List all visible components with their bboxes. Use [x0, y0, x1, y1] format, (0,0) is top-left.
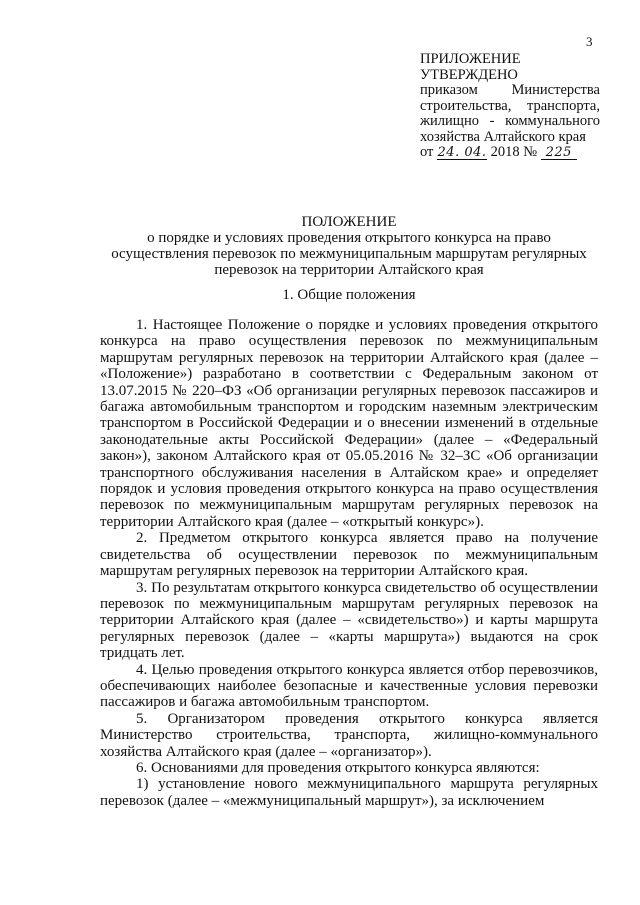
appendix-label: ПРИЛОЖЕНИЕ [420, 51, 521, 67]
handwritten-date: 24. 04. [437, 145, 487, 160]
approved-label: УТВЕРЖДЕНО [420, 66, 518, 83]
approval-body: приказом Министерства строительства, транспорта, жилищно - коммунального хозяйства Алтайского края [420, 82, 600, 145]
paragraph: 4. Целью проведения открытого конкурса является отбор перевозчиков, обеспечивающих наиболее безопасные и качественные условия перевозки пассажиров и багажа автомобильным транспортом. [100, 661, 598, 711]
approval-stamp [420, 52, 600, 161]
date-prefix: от [420, 144, 434, 160]
order-year: 2018 № [490, 144, 538, 160]
handwritten-number: 225 [545, 145, 572, 160]
paragraph: 1. Настоящее Положение о порядке и условиях проведения открытого конкурса на право осуществления перевозок по межмуниципальным маршрутам регулярных перевозок на территории Алтайского края (далее – «Положение») разработано в соответствии с Федеральным законом от 13.07.2015 № 220–ФЗ «Об организации регулярных перевозок пассажиров и багажа автомобильным транспортом и городским наземным электрическим транспортом в Российской Федерации и о внесении изменений в отдельные законодательные акты Российской Федерации» (далее – «Федеральный закон»), законом Алтайского края от 05.05.2016 № 32–ЗС «Об организации транспортного обслуживания населения в Алтайском крае» и определяет порядок и условия проведения открытого конкурса на право осуществления перевозок по межмуниципальным маршрутам регулярных перевозок на территории Алтайского края (далее – «открытый конкурс»). [100, 317, 598, 530]
document-body [100, 317, 598, 809]
section-heading: 1. Общие положения [282, 287, 416, 303]
paragraph: 1) установление нового межмуниципального маршрута регулярных перевозок (далее – «межмуниципальный маршрут»), за исключением [100, 776, 598, 809]
approval-date-line [420, 145, 600, 161]
document-subtitle: о порядке и условиях проведения открытого конкурса на право осуществления перевозок по межмуниципальным маршрутам регулярных перевозок на территории Алтайского края [111, 230, 587, 278]
paragraph: 6. Основаниями для проведения открытого конкурса являются: [136, 759, 540, 776]
document-title: ПОЛОЖЕНИЕ [301, 214, 397, 230]
paragraph: 5. Организатором проведения открытого конкурса является Министерство строительства, транспорта, жилищно-коммунального хозяйства Алтайского края (далее – «организатор»). [100, 710, 598, 760]
paragraph: 2. Предметом открытого конкурса является право на получение свидетельства об осуществлении перевозок по межмуниципальным маршрутам регулярных перевозок на территории Алтайского края. [100, 530, 598, 580]
document-title-block [100, 214, 598, 278]
page-number: 3 [586, 34, 593, 49]
paragraph: 3. По результатам открытого конкурса свидетельство об осуществлении перевозок по межмуниципальным маршрутам регулярных перевозок на территории Алтайского края (далее – «свидетельство») и карты маршрута регулярных перевозок (далее – «карты маршрута») выдаются на срок тридцать лет. [100, 579, 598, 662]
